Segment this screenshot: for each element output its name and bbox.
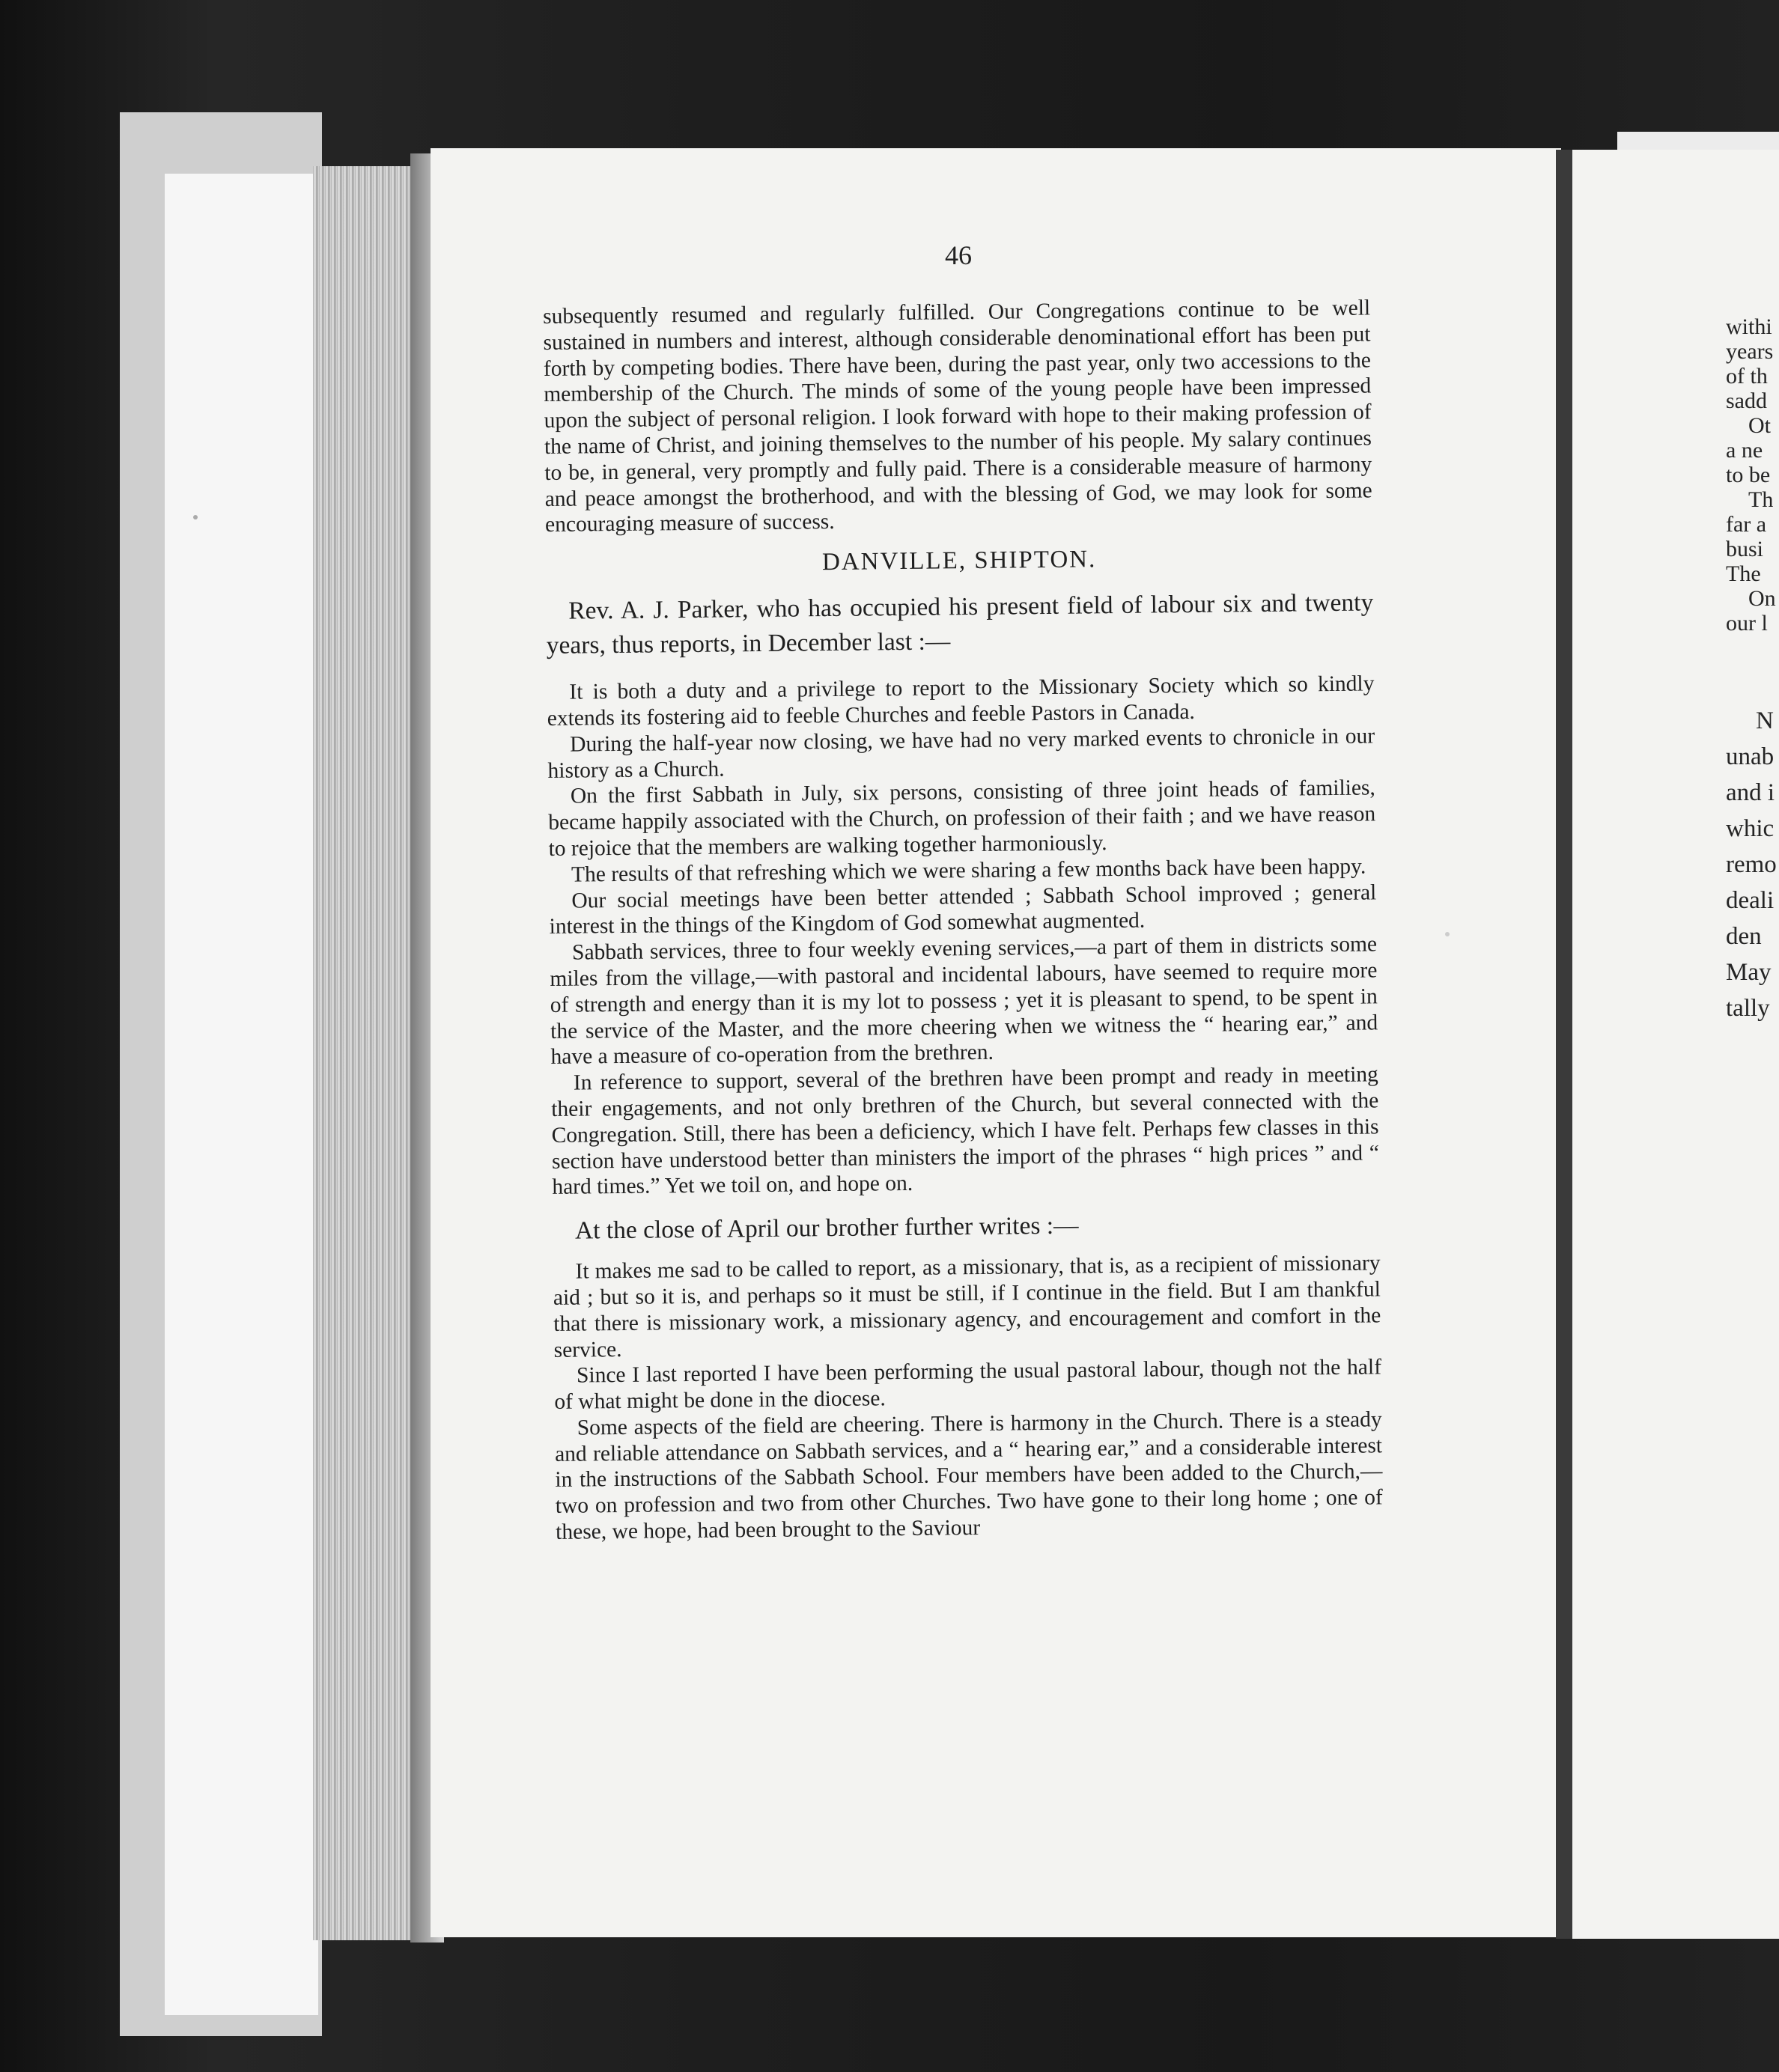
report-block-1 [547, 671, 1379, 1201]
fragment-line: and i [1726, 779, 1775, 806]
section-heading: DANVILLE, SHIPTON. [821, 546, 1097, 576]
fragment-line: sadd [1726, 388, 1767, 413]
book-spine [1556, 150, 1572, 1939]
fragment-line: our l [1726, 611, 1768, 636]
report-paragraph: The results of that refreshing which we were sharing a few months back have been happy. [571, 854, 1366, 887]
report-paragraph: Sabbath services, three to four weekly evening services,—a part of them in districts some miles from the village,—with pastoral and incidental labours, have seemed to require more of strength and energy than it is my lot to possess ; yet it is pleasant to spend, to be spent in the service of the Master, and the more cheering when we witness the “ hearing ear,” and have a measure of co-operation from the brethren. [550, 932, 1378, 1070]
opening-paragraph: subsequently resumed and regularly fulfilled. Our Congregations continue to be well sustained in numbers and interest, although considerable denominational effort has been put forth by competing bodies. There have been, during the past year, only two accessions to the membership of the Church. The minds of some of the young people have been impressed upon the subject of personal religion. I look forward with hope to their making profession of the name of Christ, and joining themselves to the number of his people. My salary continues to be, in general, very promptly and fully paid. There is a considerable measure of harmony and peace amongst the brotherhood, and with the blessing of God, we may look for some encouraging measure of success. [543, 296, 1372, 537]
fragment-line: Ot [1748, 413, 1771, 438]
page-text-column [543, 295, 1383, 1545]
page-number: 46 [945, 240, 972, 270]
left-flyleaf [165, 174, 318, 2015]
report-paragraph: During the half-year now closing, we have had no very marked events to chronicle in our history as a Church. [547, 724, 1375, 783]
fragment-line: whic [1726, 815, 1775, 842]
report-paragraph: Our social meetings have been better attended ; Sabbath School improved ; general interest in the things of the Kingdom of God somewhat augmented. [549, 880, 1377, 939]
fragment-line: tally [1726, 995, 1770, 1022]
fragment-line: The [1726, 561, 1761, 586]
fragment-line: to be [1726, 463, 1771, 487]
fragment-line: May [1726, 959, 1772, 986]
report-block-2 [553, 1250, 1383, 1545]
fragment-line: a ne [1726, 438, 1763, 463]
fragment-line: On [1748, 586, 1776, 611]
page-edges [313, 166, 425, 1940]
fragment-line: Th [1748, 487, 1774, 512]
fragment-line: remo [1726, 851, 1777, 878]
scan-speck [1445, 932, 1450, 936]
right-page-text-fragments [1726, 314, 1779, 1026]
fragment-line: unab [1726, 743, 1775, 770]
report-paragraph: In reference to support, several of the brethren have been prompt and ready in meeting their engagements, and not only brethren of the Church, but several connected with the Congregation. Still, there has been a deficiency, which I have felt. Perhaps few classes in this section have understood better than ministers the import of the phrases “ high prices ” and “ hard times.” Yet we toil on, and hope on. [551, 1062, 1380, 1200]
fragment-line: busi [1726, 537, 1764, 561]
intro-paragraph-2: At the close of April our brother further writes :— [574, 1211, 1079, 1245]
right-fragment-block-b [1726, 703, 1779, 1026]
report-paragraph: It is both a duty and a privilege to report to the Missionary Society which so kindly extends its fostering aid to feeble Churches and feeble Pastors in Canada. [547, 671, 1375, 731]
fragment-line: of th [1726, 364, 1768, 388]
report-paragraph: It makes me sad to be called to report, as a missionary, that is, as a recipient of missionary aid ; but so it is, and perhaps so it must be still, if I continue in the field. But I am thankful that there is missionary work, a missionary agency, and encouragement and comfort in the service. [553, 1251, 1381, 1362]
right-fragment-block-a [1726, 314, 1779, 636]
report-paragraph: On the first Sabbath in July, six persons, consisting of three joint heads of families, became happily associated with the Church, on profession of their faith ; and we have reason to rejoice that the members are walking together harmoniously. [548, 776, 1376, 861]
fragment-line: withi [1726, 314, 1772, 339]
fragment-line: far a [1726, 512, 1767, 537]
report-paragraph: Some aspects of the field are cheering. There is harmony in the Church. There is a steady and reliable attendance on Sabbath services, and a “ hearing ear,” and a considerable interest in the instructions of the Sabbath School. Four members have been added to the Church,—two on profession and two from other Churches. Two have gone to their long home ; one of these, we hope, had been brought to the Saviour [554, 1407, 1383, 1544]
scan-speck [193, 515, 198, 519]
fragment-line: years [1726, 339, 1774, 364]
intro-paragraph-1: Rev. A. J. Parker, who has occupied his present field of labour six and twenty years, thus reports, in December last :— [546, 588, 1374, 660]
fragment-line: deali [1726, 887, 1775, 914]
fragment-line: N [1756, 707, 1774, 734]
fragment-line: den [1726, 923, 1762, 950]
report-paragraph: Since I last reported I have been performing the usual pastoral labour, though not the half of what might be done in the diocese. [554, 1355, 1382, 1415]
